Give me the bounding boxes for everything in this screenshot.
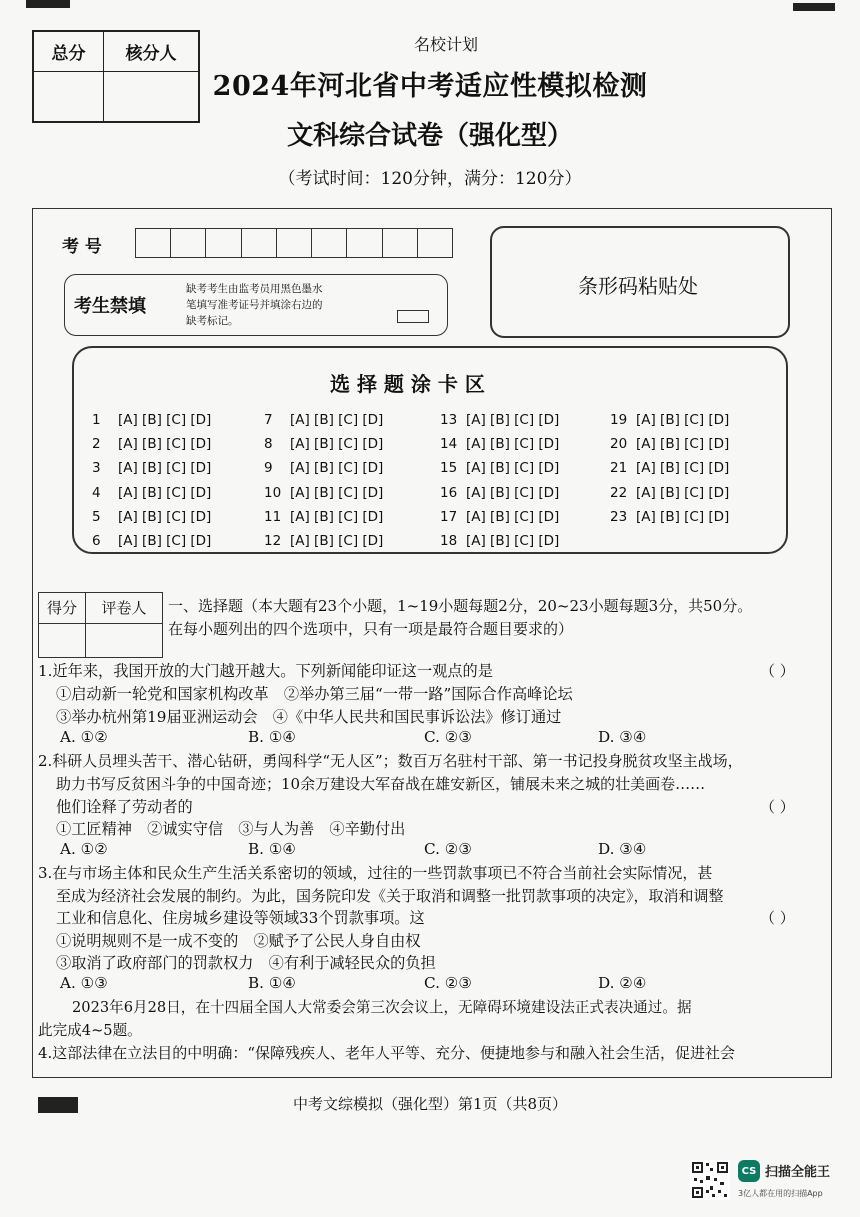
choice-bubbles[interactable]: [A] [B] [C] [D] (118, 508, 212, 525)
choice-bubbles[interactable]: [A] [B] [C] [D] (118, 460, 212, 477)
choice-number: 18 (440, 533, 458, 549)
choice-row (440, 460, 559, 476)
choice-row (610, 460, 729, 476)
choice-row (92, 460, 211, 476)
kaohao-cell[interactable] (206, 229, 241, 257)
q2-choice-a: A. ①② (60, 840, 108, 858)
exam-title: 2024年河北省中考适应性模拟检测 (212, 71, 648, 102)
q2-stem-line3: 他们诠释了劳动者的 (56, 798, 193, 816)
camscanner-tagline: 3亿人都在用的扫描App (738, 1189, 823, 1198)
camscanner-name: 扫描全能王 (765, 1165, 831, 1180)
absence-mark-box[interactable] (397, 310, 429, 323)
choice-row (610, 485, 729, 501)
choice-number: 16 (440, 484, 458, 501)
q2-answer-paren[interactable]: （ ） (760, 798, 795, 816)
kaohao-grid[interactable] (135, 228, 453, 258)
q3-choice-b: B. ①④ (248, 974, 297, 992)
choice-number: 2 (92, 436, 101, 453)
choice-number: 1 (92, 412, 101, 428)
choice-bubbles[interactable]: [A] [B] [C] [D] (636, 484, 730, 501)
score-checker-label: 核分人 (104, 32, 198, 72)
grade-score-cell[interactable] (39, 624, 86, 657)
q2-stem-line2: 助力书写反贫困斗争的中国奇迹；10余万建设大军奋战在雄安新区，铺展未来之城的壮美画卷…… (56, 775, 706, 793)
q1-choice-d: D. ③④ (598, 728, 647, 746)
forbidden-note-3: 缺考标记。 (186, 315, 239, 327)
q2-choice-d: D. ③④ (598, 840, 647, 858)
camscanner-badge: CS (738, 1160, 760, 1182)
choice-row (440, 436, 559, 452)
passage-line2: 此完成4~5题。 (38, 1022, 142, 1039)
choice-row (92, 436, 211, 452)
q1-answer-paren[interactable]: （ ） (760, 662, 795, 680)
kaohao-cell[interactable] (136, 229, 171, 257)
kaohao-cell[interactable] (347, 229, 382, 257)
q1-choice-b: B. ①④ (248, 728, 297, 746)
choice-number: 20 (610, 436, 628, 453)
q3-options-line1: ①说明规则不是一成不变的 ②赋予了公民人身自由权 (56, 932, 421, 950)
choice-bubbles[interactable]: [A] [B] [C] [D] (118, 484, 212, 501)
q1-stem: 1.近年来，我国开放的大门越开越大。下列新闻能印证这一观点的是 (38, 662, 493, 680)
choice-row (610, 412, 729, 428)
kaohao-cell[interactable] (277, 229, 312, 257)
choice-row (440, 533, 559, 549)
choice-number: 3 (92, 460, 101, 477)
choice-row (92, 509, 211, 525)
choice-bubbles[interactable]: [A] [B] [C] [D] (290, 484, 384, 501)
choice-row (264, 436, 383, 452)
choice-number: 5 (92, 508, 101, 525)
choice-bubbles[interactable]: [A] [B] [C] [D] (290, 460, 384, 477)
exam-subtitle: 文科综合试卷（强化型） (286, 121, 573, 151)
choice-row (440, 509, 559, 525)
q3-answer-paren[interactable]: （ ） (760, 909, 795, 927)
choice-bubbles[interactable]: [A] [B] [C] [D] (466, 508, 560, 525)
qr-code-icon (690, 1160, 730, 1200)
choice-number: 21 (610, 460, 628, 477)
q1-options-line2: ③举办杭州第19届亚洲运动会 ④《中华人民共和国民事诉讼法》修订通过 (56, 708, 562, 726)
choice-number: 22 (610, 484, 628, 501)
q2-options-line1: ①工匠精神 ②诚实守信 ③与人为善 ④辛勤付出 (56, 820, 406, 838)
choice-bubbles[interactable]: [A] [B] [C] [D] (290, 412, 384, 428)
grade-box (38, 592, 163, 658)
choice-bubbles[interactable]: [A] [B] [C] [D] (118, 412, 212, 428)
kaohao-cell[interactable] (171, 229, 206, 257)
kaohao-cell[interactable] (418, 229, 452, 257)
choice-row (610, 436, 729, 452)
choice-row (92, 412, 211, 428)
choice-number: 13 (440, 412, 458, 428)
choice-number: 17 (440, 508, 458, 525)
q3-choice-a: A. ①③ (60, 974, 108, 992)
choice-row (440, 485, 559, 501)
choice-bubbles[interactable]: [A] [B] [C] [D] (636, 508, 730, 525)
kaohao-label: 考 号 (62, 237, 102, 257)
forbidden-note-2: 笔填写准考证号并填涂右边的 (186, 299, 323, 311)
choice-bubbles[interactable]: [A] [B] [C] [D] (118, 436, 212, 453)
q3-choice-c: C. ②③ (424, 974, 472, 992)
choice-row (92, 485, 211, 501)
forbidden-label: 考生禁填 (74, 296, 146, 317)
choice-number: 7 (264, 412, 273, 428)
barcode-label: 条形码粘贴处 (578, 274, 698, 298)
choice-bubbles[interactable]: [A] [B] [C] [D] (118, 533, 212, 549)
choice-bubbles[interactable]: [A] [B] [C] [D] (466, 484, 560, 501)
q4-stem-line1: 4.这部法律在立法目的中明确：“保障残疾人、老年人平等、充分、便捷地参与和融入社会生活，促进社会 (38, 1044, 735, 1062)
q2-choice-b: B. ①④ (248, 840, 297, 858)
page-footer: 中考文综模拟（强化型）第1页（共8页） (292, 1095, 568, 1113)
grade-reviewer-cell[interactable] (86, 624, 162, 657)
choice-row (264, 412, 383, 428)
kaohao-cell[interactable] (312, 229, 347, 257)
choice-number: 10 (264, 484, 282, 501)
q3-stem-line2: 至成为经济社会发展的制约。为此，国务院印发《关于取消和调整一批罚款事项的决定》，取消和调整 (56, 887, 724, 905)
q1-choice-a: A. ①② (60, 728, 108, 746)
q3-stem-line3: 工业和信息化、住房城乡建设等领域33个罚款事项。这 (56, 909, 425, 927)
grade-reviewer-label: 评卷人 (86, 593, 162, 624)
forbidden-note-1: 缺考考生由监考员用黑色墨水 (186, 283, 323, 295)
choice-bubbles[interactable]: [A] [B] [C] [D] (290, 533, 384, 549)
choice-bubbles[interactable]: [A] [B] [C] [D] (636, 460, 730, 477)
choice-number: 14 (440, 436, 458, 453)
choice-area-title: 选 择 题 涂 卡 区 (330, 372, 485, 396)
choice-bubbles[interactable]: [A] [B] [C] [D] (466, 533, 560, 549)
choice-number: 12 (264, 533, 282, 549)
q3-stem-line1: 3.在与市场主体和民众生产生活关系密切的领域，过往的一些罚款事项已不符合当前社会实际情况，甚 (38, 864, 713, 882)
section-heading-line1: 一、选择题（本大题有23个小题，1~19小题每题2分，20~23小题每题3分，共50分。 (168, 597, 753, 615)
choice-bubbles[interactable]: [A] [B] [C] [D] (466, 436, 560, 453)
choice-bubbles[interactable]: [A] [B] [C] [D] (466, 412, 560, 428)
choice-row (264, 485, 383, 501)
choice-bubbles[interactable]: [A] [B] [C] [D] (290, 508, 384, 525)
choice-row (264, 533, 383, 549)
choice-row (264, 460, 383, 476)
grade-score-label: 得分 (39, 593, 86, 624)
exam-info: （考试时间：120分钟，满分：120分） (278, 169, 582, 189)
registration-mark-top-right (793, 3, 835, 11)
choice-bubbles[interactable]: [A] [B] [C] [D] (636, 436, 730, 453)
kaohao-cell[interactable] (242, 229, 277, 257)
q2-stem-line1: 2.科研人员埋头苦干、潜心钻研，勇闯科学“无人区”；数百万名驻村干部、第一书记投身脱贫攻坚主战场， (38, 752, 743, 770)
section-heading-line2: 在每小题列出的四个选项中，只有一项是最符合题目要求的） (168, 620, 574, 638)
choice-bubbles[interactable]: [A] [B] [C] [D] (466, 460, 560, 477)
choice-number: 15 (440, 460, 458, 477)
choice-number: 11 (264, 508, 282, 525)
q3-choice-d: D. ②④ (598, 974, 647, 992)
q2-choice-c: C. ②③ (424, 840, 472, 858)
choice-number: 19 (610, 412, 628, 428)
choice-number: 6 (92, 533, 101, 549)
score-total-label: 总分 (34, 32, 104, 72)
choice-number: 4 (92, 484, 101, 501)
choice-row (440, 412, 559, 428)
kaohao-cell[interactable] (383, 229, 418, 257)
choice-row (264, 509, 383, 525)
choice-row (92, 533, 211, 549)
registration-mark-top-left (26, 0, 70, 8)
choice-row (610, 509, 729, 525)
choice-bubbles[interactable]: [A] [B] [C] [D] (290, 436, 384, 453)
series-label: 名校计划 (413, 35, 478, 54)
choice-number: 9 (264, 460, 273, 477)
choice-bubbles[interactable]: [A] [B] [C] [D] (636, 412, 730, 428)
q1-choice-c: C. ②③ (424, 728, 472, 746)
choice-number: 8 (264, 436, 273, 453)
choice-number: 23 (610, 508, 628, 525)
passage-line1: 2023年6月28日，在十四届全国人大常委会第三次会议上，无障碍环境建设法正式表决通过。据 (72, 999, 692, 1016)
q3-options-line2: ③取消了政府部门的罚款权力 ④有利于减轻民众的负担 (56, 954, 436, 972)
q1-options-line1: ①启动新一轮党和国家机构改革 ②举办第三届“一带一路”国际合作高峰论坛 (56, 685, 573, 703)
